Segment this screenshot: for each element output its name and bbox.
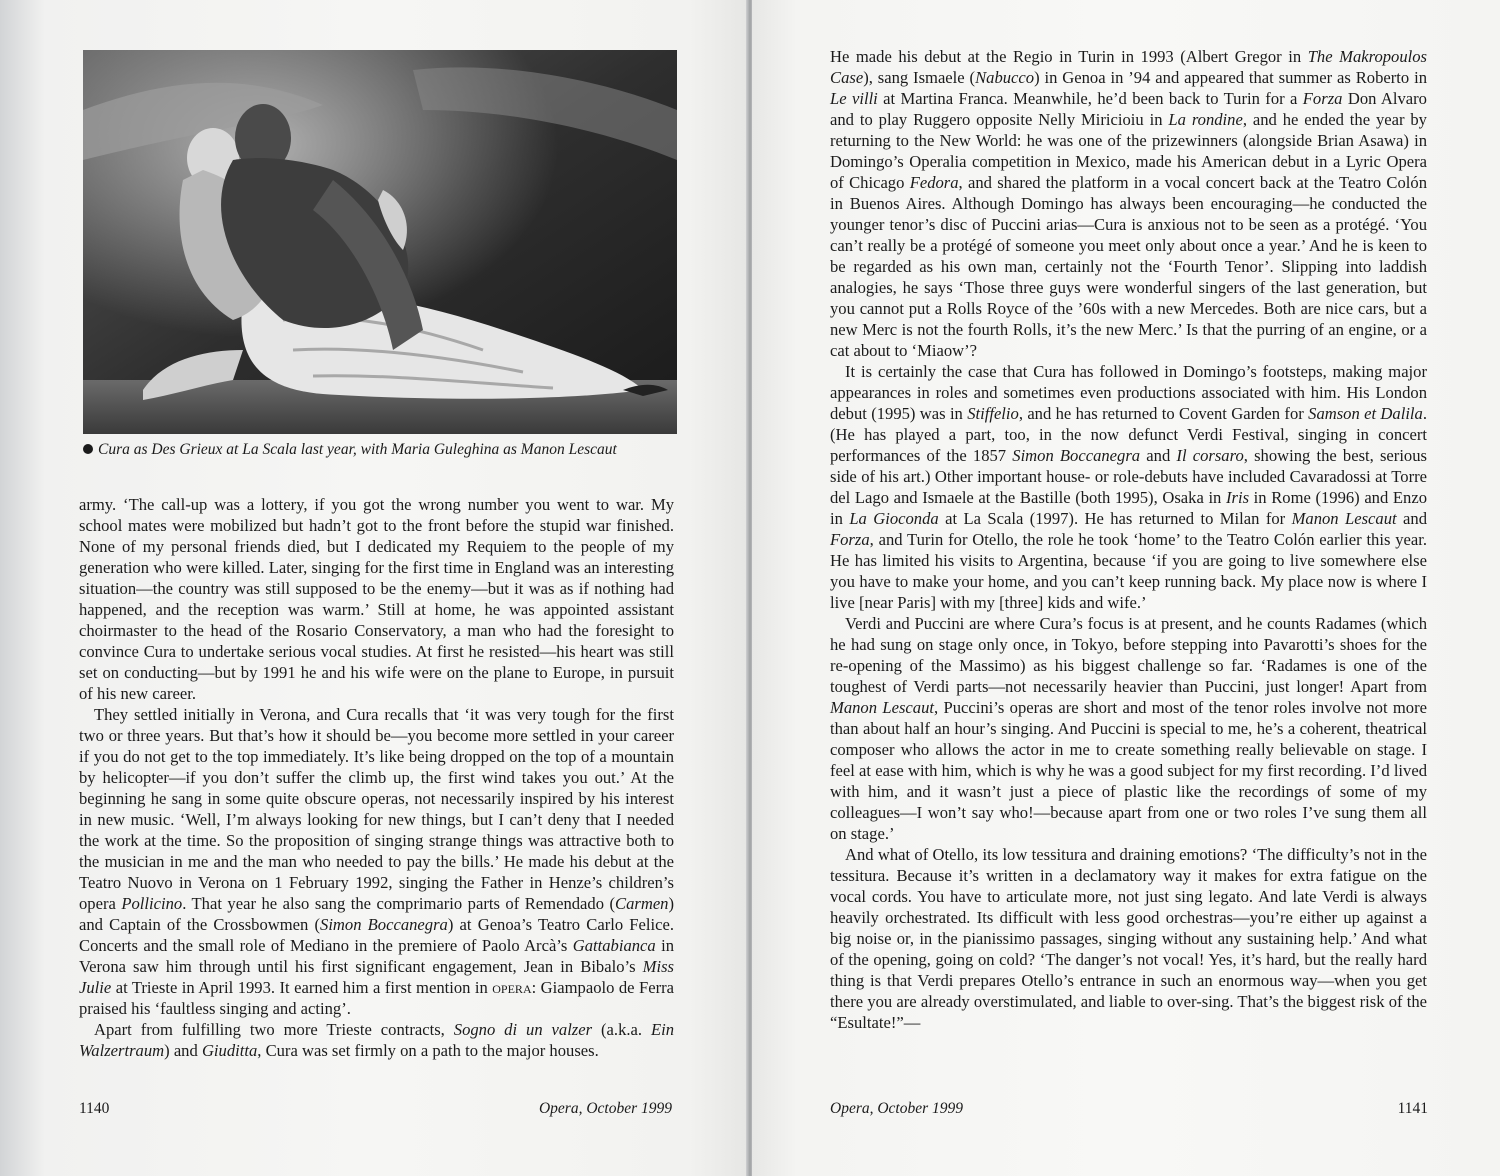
caption-text: Cura as Des Grieux at La Scala last year, with Maria Guleghina as Manon Lescaut: [98, 441, 617, 458]
page-number-left: 1140: [79, 1100, 110, 1117]
left-paragraph-3: Apart from fulfilling two more Trieste contracts, Sogno di un valzer (a.k.a. Ein Walzertraum) and Giuditta, Cura was set firmly on a path to the major houses.: [79, 1020, 674, 1060]
left-column-text: [79, 494, 674, 1061]
right-paragraph-1: He made his debut at the Regio in Turin in 1993 (Albert Gregor in The Makropoulos Case), sang Ismaele (Nabucco) in Genoa in ’94 and appeared that summer as Roberto in Le villi at Martina Franca. Meanwhile, he’d been back to Turin for a Forza Don Alvaro and to play Ruggero opposite Nelly Miricioiu in La rondine, and he ended the year by returning to the New World: he was one of the prizewinners (alongside Brian Asawa) in Domingo’s Operalia competition in Mexico, made his American debut in a Lyric Opera of Chicago Fedora, and shared the platform in a vocal concert back at the Teatro Colón in Buenos Aires. Although Domingo has always been encouraging—he conducted the younger tenor’s disc of Puccini arias—Cura is anxious not to be seen as a protégé. ‘You can’t really be a protégé of someone you meet only about once a year.’ And he is keen to be regarded as his own man, certainly not the ‘Fourth Tenor’. Slipping into laddish analogies, he says ‘Those three guys were wonderful singers of the last generation, but you cannot put a Rolls Royce of the ’60s with a new Mercedes. Both are nice cars, but a new Merc is not the fourth Rolls, it’s the new Merc.’ Is that the purring of an engine, or a cat about to ‘Miaow’?: [830, 47, 1428, 360]
bullet-icon: [83, 444, 93, 454]
left-page: [0, 0, 748, 1176]
left-paragraph-1: army. ‘The call-up was a lottery, if you got the wrong number you went to war. My school mates were mobilized but hadn’t got to the front before the stupid war finished. None of my personal friends died, but I dedicated my Requiem to the people of my generation who were killed. Later, singing for the first time in England was an interesting situation—the country was still supposed to be the enemy—but it was as if nothing had happened, and the reception was warm.’ Still at home, he was appointed assistant choirmaster to the head of the Rosario Conservatory, a man who had the foresight to convince Cura to undertake serious vocal studies. At first he resisted—his heart was still set on conducting—but by 1991 he and his wife were on the plane to Europe, in pursuit of his new career.: [79, 495, 674, 703]
left-paragraph-2: They settled initially in Verona, and Cura recalls that ‘it was very tough for the first two or three years. But that’s how it should be—you become more settled in your career if you do not get to the top immediately. It’s like being dropped on the top of a mountain by helicopter—if you don’t suffer the climb up, the first wind takes you out.’ At the beginning he sang in some quite obscure operas, not necessarily inspired by his interest in new music. ‘Well, I’m always looking for new things, but I can’t deny that I needed the work at the time. So the proposition of singing strange things was attractive both to the musician in me and the man who needed to pay the bills.’ He made his debut at the Teatro Nuovo in Verona on 1 February 1992, singing the Father in Henze’s children’s opera Pollicino. That year he also sang the comprimario parts of Remendado (Carmen) and Captain of the Crossbowmen (Simon Boccanegra) at Genoa’s Teatro Carlo Felice. Concerts and the small role of Mediano in the premiere of Paolo Arcà’s Gattabianca in Verona saw him through until his first significant engagement, Jean in Bibalo’s Miss Julie at Trieste in April 1993. It earned him a first mention in opera: Giampaolo de Ferra praised his ‘faultless singing and acting’.: [79, 705, 675, 1018]
running-footer-right: Opera, October 1999: [830, 1100, 964, 1117]
right-column-text: [830, 46, 1427, 1033]
running-footer-left: Opera, October 1999: [538, 1100, 672, 1117]
right-page: [752, 0, 1500, 1176]
right-paragraph-2: It is certainly the case that Cura has followed in Domingo’s footsteps, making major appearances in roles and sometimes even productions associated with him. His London debut (1995) was in Stiffelio, and he has returned to Covent Garden for Samson et Dalila. (He has played a part, too, in the now defunct Verdi Festival, singing in concert performances of the 1857 Simon Boccanegra and Il corsaro, showing the best, serious side of his art.) Other important house- or role-debuts have included Cavaradossi at Torre del Lago and Ismaele at the Bastille (both 1995), Osaka in Iris in Rome (1996) and Enzo in La Gioconda at La Scala (1997). He has returned to Milan for Manon Lescaut and Forza, and Turin for Otello, the role he took ‘home’ to the Teatro Colón earlier this year. He has limited his visits to Argentina, because ‘if you are going to live somewhere else you have to make your home, and you can’t keep running back. My place now is where I live [near Paris] with my [three] kids and wife.’: [830, 362, 1428, 612]
photo-caption: [83, 440, 703, 460]
right-paragraph-3: Verdi and Puccini are where Cura’s focus is at present, and he counts Radames (which he had sung on stage only once, in Tokyo, before stepping into Pavarotti’s shoes for the re-opening of the Massimo) as his biggest challenge so far. ‘Radames is one of the toughest of Verdi parts—not necessarily heavier than Puccini, just longer! Apart from Manon Lescaut, Puccini’s operas are short and most of the tenor roles involve not more than about half an hour’s singing. And Puccini is special to me, he’s a coherent, theatrical composer who allows the actor in me to create something really believable on stage. I feel at ease with him, which is why he was a good subject for my first recording. I’d lived with him, and it wasn’t just a piece of plastic like the recordings of some of my colleagues—I won’t say who!—because apart from one or two roles I’ve sung them all on stage.’: [830, 614, 1427, 843]
production-photo: [83, 50, 677, 434]
page-number-right: 1141: [1397, 1100, 1428, 1117]
right-paragraph-4: And what of Otello, its low tessitura and draining emotions? ‘The difficulty’s not in the tessitura. Because it’s written in a declamatory way it makes for extra fatigue on the vocal cords. You have to articulate more, not just sing legato. And late Verdi is always heavily orchestrated. Its difficult with less good orchestras—you’re either up against a big noise or, in the pianissimo passages, singing without any sustaining help.’ And what of the opening, going on cold? ‘The danger’s not vocal! Yes, it’s hard, but the really hard thing is that Verdi prepares Otello’s entrance in such an enormous way—when you get there you are already overstimulated, and liable to over-sing. That’s the biggest risk of the “Esultate!”—: [830, 845, 1427, 1032]
stage-photo-illustration: [83, 50, 677, 434]
